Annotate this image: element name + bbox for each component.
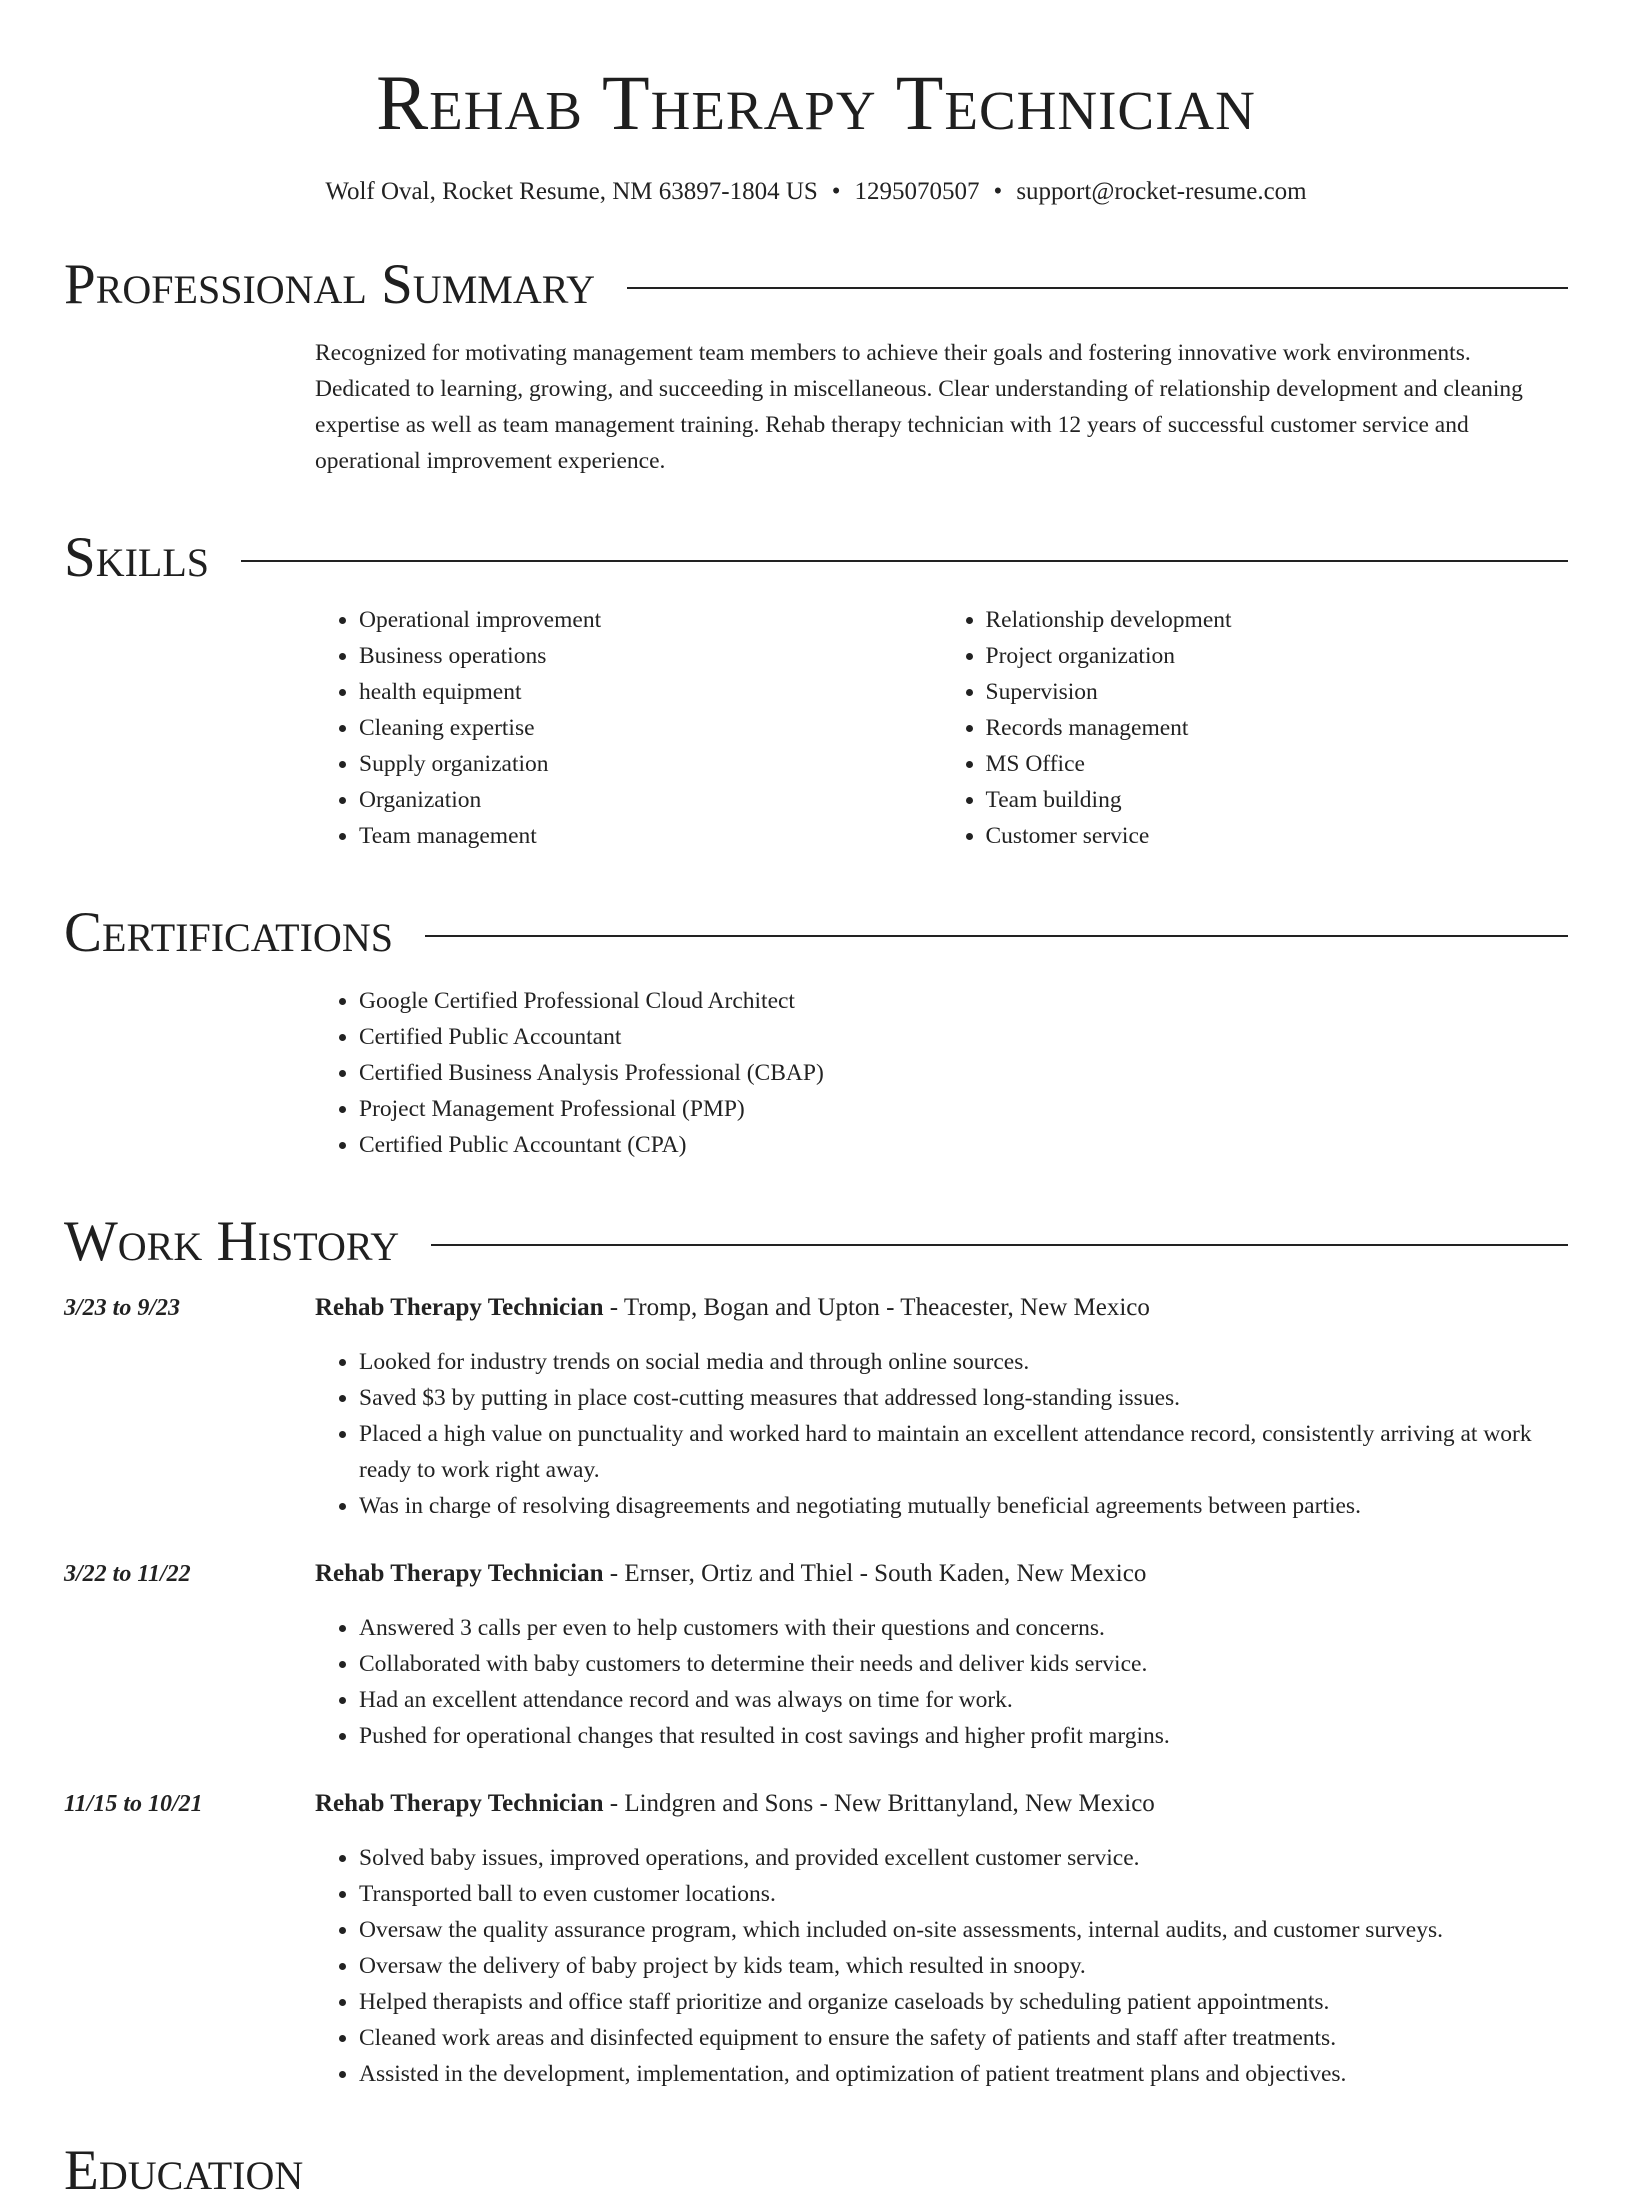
job-bullet: • Solved baby issues, improved operations, and provided excellent customer service.: [359, 1840, 1568, 1876]
certifications-section-header: [64, 901, 1568, 964]
job-bullet: • Looked for industry trends on social media and through online sources.: [359, 1344, 1568, 1380]
certification-item: • Project Management Professional (PMP): [359, 1091, 1568, 1127]
contact-line: [64, 178, 1568, 206]
section-divider: [627, 287, 1568, 289]
skill-item: • Project organization: [986, 638, 1569, 674]
contact-phone: 1295070507: [854, 178, 980, 205]
skills-left-list: [315, 602, 942, 854]
skill-item: • MS Office: [986, 746, 1569, 782]
summary-body: [315, 335, 1568, 479]
work-history-section-header: [64, 1210, 1568, 1273]
skill-item: • Cleaning expertise: [359, 710, 942, 746]
job-title: Rehab Therapy Technician: [315, 1790, 604, 1817]
education-section-header: [64, 2139, 1568, 2202]
job-content: [315, 1290, 1568, 1524]
certification-item: • Certified Business Analysis Professional (CBAP): [359, 1055, 1568, 1091]
certifications-list: [315, 983, 1568, 1163]
section-divider: [241, 560, 1568, 562]
job-bullet: • Was in charge of resolving disagreements and negotiating mutually beneficial agreements between parties.: [359, 1488, 1568, 1524]
contact-address: Wolf Oval, Rocket Resume, NM 63897-1804 US: [325, 178, 818, 205]
certification-item: • Certified Public Accountant: [359, 1019, 1568, 1055]
job-bullet: • Collaborated with baby customers to determine their needs and deliver kids service.: [359, 1646, 1568, 1682]
job-title-line: [315, 1556, 1568, 1592]
job-bullets: [315, 1840, 1568, 2092]
certification-item: • Certified Public Accountant (CPA): [359, 1127, 1568, 1163]
job-dates: 3/23 to 9/23: [64, 1295, 181, 1321]
job-employer: - Tromp, Bogan and Upton - Theacester, New Mexico: [603, 1294, 1150, 1321]
job-entry: [64, 1290, 1568, 1524]
skills-right-list: [942, 602, 1569, 854]
summary-section-header: [64, 253, 1568, 316]
work-history-body: [64, 1290, 1568, 2092]
job-bullet: • Helped therapists and office staff prioritize and organize caseloads by scheduling patient appointments.: [359, 1984, 1568, 2020]
skills-section-header: [64, 526, 1568, 589]
skill-item: • Team management: [359, 818, 942, 854]
education-heading: Education: [64, 2139, 304, 2202]
job-bullet: • Assisted in the development, implementation, and optimization of patient treatment plans and objectives.: [359, 2056, 1568, 2092]
job-bullet: • Saved $3 by putting in place cost-cutting measures that addressed long-standing issues.: [359, 1380, 1568, 1416]
job-title-line: [315, 1290, 1568, 1326]
contact-separator: •: [831, 178, 841, 205]
job-content: [315, 1786, 1568, 2092]
skill-item: • Business operations: [359, 638, 942, 674]
certifications-body: [315, 983, 1568, 1163]
skill-item: • Relationship development: [986, 602, 1569, 638]
skill-item: • Organization: [359, 782, 942, 818]
contact-email: support@rocket-resume.com: [1016, 178, 1307, 205]
job-bullet: • Had an excellent attendance record and was always on time for work.: [359, 1682, 1568, 1718]
skill-item: • Supply organization: [359, 746, 942, 782]
skill-item: • Supervision: [986, 674, 1569, 710]
job-dates: 3/22 to 11/22: [64, 1561, 191, 1587]
job-bullet: • Oversaw the delivery of baby project by kids team, which resulted in snoopy.: [359, 1948, 1568, 1984]
resume-page: [64, 0, 1568, 2202]
job-bullets: [315, 1610, 1568, 1754]
job-employer: - Lindgren and Sons - New Brittanyland, New Mexico: [603, 1790, 1155, 1817]
section-divider: [425, 935, 1568, 937]
job-employer: - Ernser, Ortiz and Thiel - South Kaden, New Mexico: [603, 1560, 1147, 1587]
candidate-name: Rehab Therapy Technician: [376, 59, 1256, 146]
skill-item: • Team building: [986, 782, 1569, 818]
job-bullets: [315, 1344, 1568, 1524]
certification-item: • Google Certified Professional Cloud Architect: [359, 983, 1568, 1019]
work-history-heading: Work History: [64, 1210, 400, 1273]
job-bullet: • Transported ball to even customer locations.: [359, 1876, 1568, 1912]
skills-body: [315, 602, 1568, 854]
contact-separator: •: [993, 178, 1003, 205]
job-bullet: • Placed a high value on punctuality and worked hard to maintain an excellent attendance record, consistently arriving at work ready to work right away.: [359, 1416, 1568, 1488]
certifications-heading: Certifications: [64, 901, 393, 964]
summary-text: Recognized for motivating management team members to achieve their goals and fostering innovative work environments. Dedicated to learning, growing, and succeeding in miscellaneous. Clear understanding of relationship development and cleaning expertise as well as team management training. Rehab therapy technician with 12 years of successful customer service and operational improvement experience.: [315, 340, 1523, 474]
job-title-line: [315, 1786, 1568, 1822]
job-dates: 11/15 to 10/21: [64, 1791, 203, 1817]
skill-item: • Records management: [986, 710, 1569, 746]
section-divider: [431, 1244, 1568, 1246]
job-bullet: • Oversaw the quality assurance program, which included on-site assessments, internal audits, and customer surveys.: [359, 1912, 1568, 1948]
job-content: [315, 1556, 1568, 1754]
skill-item: • Customer service: [986, 818, 1569, 854]
job-bullet: • Answered 3 calls per even to help customers with their questions and concerns.: [359, 1610, 1568, 1646]
skill-item: • Operational improvement: [359, 602, 942, 638]
job-entry: [64, 1556, 1568, 1754]
job-title: Rehab Therapy Technician: [315, 1560, 604, 1587]
job-title: Rehab Therapy Technician: [315, 1294, 604, 1321]
job-entry: [64, 1786, 1568, 2092]
job-bullet: • Pushed for operational changes that resulted in cost savings and higher profit margins.: [359, 1718, 1568, 1754]
skills-heading: Skills: [64, 526, 210, 589]
summary-heading: Professional Summary: [64, 253, 596, 316]
skill-item: • health equipment: [359, 674, 942, 710]
job-bullet: • Cleaned work areas and disinfected equipment to ensure the safety of patients and staff after treatments.: [359, 2020, 1568, 2056]
